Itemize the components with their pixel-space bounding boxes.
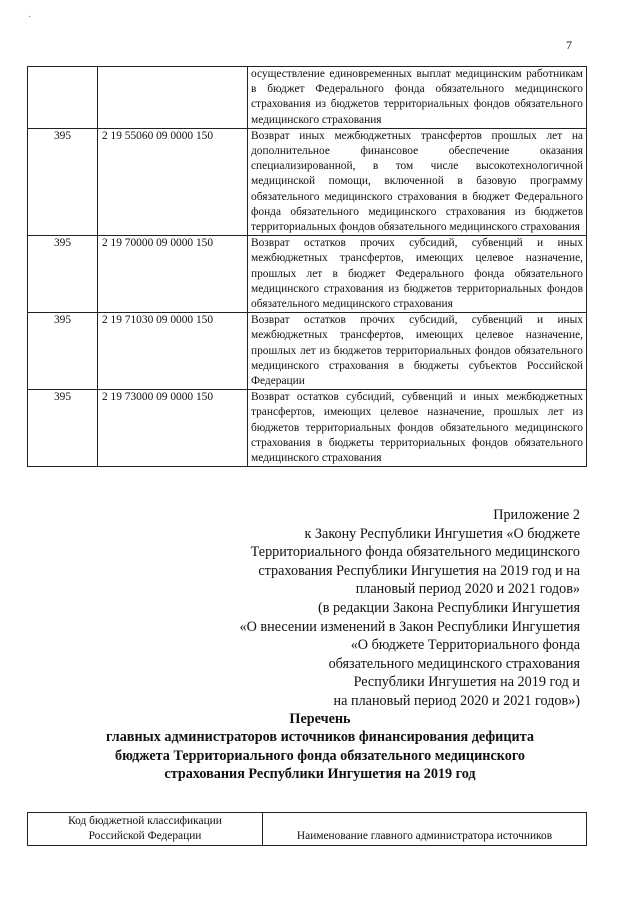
table-row <box>28 128 587 235</box>
appendix-line: на плановый период 2020 и 2021 годов») <box>333 692 580 709</box>
table-row <box>28 236 587 313</box>
description-cell: Возврат остатков субсидий, субвенций и иных межбюджетных трансфертов, имеющих целевое назначение, прошлых лет из бюджетов территориальных фондов обязательного медицинского страхования в бюджеты территориальных фондов обязательного медицинского страхования <box>248 390 587 467</box>
scan-mark: · <box>28 12 32 23</box>
header-code-cell <box>28 813 263 846</box>
table-row <box>28 390 587 467</box>
appendix-line: Республики Ингушетия на 2019 год и <box>353 674 580 691</box>
header-code-line: Код бюджетной классификации <box>68 815 222 827</box>
kbk-code-cell: 2 19 73000 09 0000 150 <box>98 390 248 467</box>
header-name-cell: Наименование главного администратора источников <box>263 813 587 846</box>
title-heading: Перечень <box>289 711 351 727</box>
header-code-line: Российской Федерации <box>88 829 202 842</box>
admin-code-cell: 395 <box>28 236 98 313</box>
appendix-line: плановый период 2020 и 2021 годов» <box>355 581 580 598</box>
appendix-line: «О внесении изменений в Закон Республики Ингушетия <box>239 618 580 635</box>
kbk-code-cell: 2 19 55060 09 0000 150 <box>98 128 248 235</box>
admin-code-cell <box>28 67 98 129</box>
appendix-line: обязательного медицинского страхования <box>328 655 580 672</box>
appendix-line: Приложение 2 <box>493 507 580 523</box>
appendix-line: «О бюджете Территориального фонда <box>350 637 580 654</box>
appendix-line: (в редакции Закона Республики Ингушетия <box>317 599 580 616</box>
appendix-header <box>160 506 580 711</box>
document-title <box>0 710 640 784</box>
kbk-code-cell <box>98 67 248 129</box>
title-line: главных администраторов источников финансирования дефицита <box>106 729 534 746</box>
admin-code-cell: 395 <box>28 313 98 390</box>
description-cell: Возврат остатков прочих субсидий, субвенций и иных межбюджетных трансфертов, имеющих целевое назначение, прошлых лет из бюджетов территориальных фондов обязательного медицинского страхования в бюджеты субъектов Российской Федерации <box>248 313 587 390</box>
appendix-line: к Закону Республики Ингушетия «О бюджете <box>304 525 580 542</box>
administrators-table <box>27 812 587 846</box>
revenue-codes-table <box>27 66 587 467</box>
appendix-line: страхования Республики Ингушетия на 2019 год и на <box>258 562 580 579</box>
appendix-line: Территориального фонда обязательного медицинского <box>250 544 580 561</box>
admin-code-cell: 395 <box>28 390 98 467</box>
description-cell: Возврат иных межбюджетных трансфертов прошлых лет на дополнительное финансовое обеспечение оказания специализированной, в том числе высокотехнологичной медицинской помощи, включенной в базовую программу обязательного медицинского страхования в бюджет Федерального фонда обязательного медицинского страхования из бюджетов территориальных фондов обязательного медицинского страхования <box>248 128 587 235</box>
title-line: бюджета Территориального фонда обязательного медицинского <box>114 747 526 764</box>
table-row <box>28 67 587 129</box>
table-header-row <box>28 813 587 846</box>
admin-code-cell: 395 <box>28 128 98 235</box>
description-cell: Возврат остатков прочих субсидий, субвенций и иных межбюджетных трансфертов, имеющих целевое назначение, прошлых лет в бюджет Федерального фонда обязательного медицинского страхования из бюджетов территориальных фондов обязательного медицинского страхования <box>248 236 587 313</box>
kbk-code-cell: 2 19 70000 09 0000 150 <box>98 236 248 313</box>
page-number: 7 <box>566 38 572 52</box>
title-line: страхования Республики Ингушетия на 2019 год <box>164 766 476 783</box>
table-row <box>28 313 587 390</box>
kbk-code-cell: 2 19 71030 09 0000 150 <box>98 313 248 390</box>
description-cell: осуществление единовременных выплат медицинским работникам в бюджет Федерального фонда обязательного медицинского страхования из бюджетов территориальных фондов обязательного медицинского страхования <box>248 67 587 129</box>
